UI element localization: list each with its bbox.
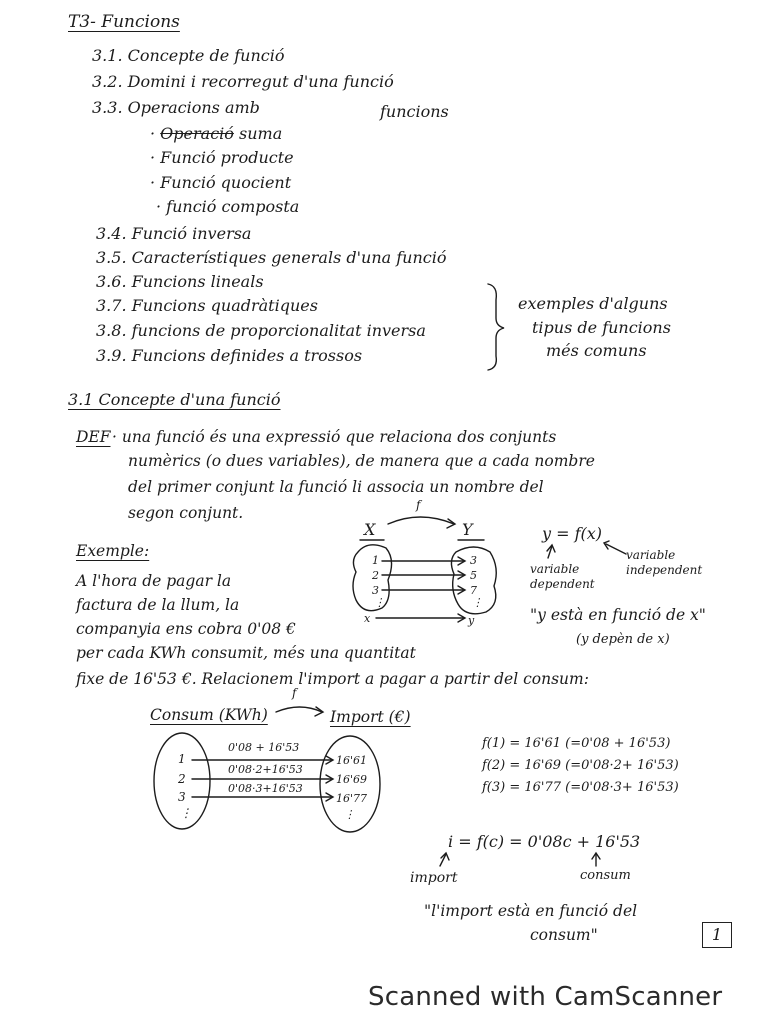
y-item: ⋮ <box>472 596 483 609</box>
definition-line: segon conjunt. <box>128 504 244 522</box>
quote-y-depends-x: "y està en funció de x" <box>530 606 706 624</box>
paren-y-depen-x: (y depèn de x) <box>576 632 670 647</box>
toc-item: 3.3. Operacions amb <box>92 98 260 117</box>
toc-item: 3.1. Concepte de funció <box>92 46 285 65</box>
y-item: 3 <box>470 554 477 567</box>
consum-ellipse <box>154 733 210 829</box>
x-item: ⋮ <box>374 596 385 609</box>
operation-item: · Operació suma <box>150 124 283 143</box>
arrow-label: 0'08·3+16'53 <box>228 782 303 795</box>
f-arrow <box>388 517 454 524</box>
f-arrow <box>276 707 322 712</box>
example-label: Exemple: <box>76 542 150 560</box>
operation-item: · Funció quocient <box>150 173 292 192</box>
consum-item: 3 <box>178 790 186 804</box>
evaluation-line: f(3) = 16'77 (=0'08·3+ 16'53) <box>482 780 679 795</box>
arrow-label: 0'08 + 16'53 <box>228 741 300 754</box>
x-item: x <box>364 612 371 625</box>
formula-y-fx: y = f(x) <box>542 524 603 543</box>
import-item: 16'69 <box>336 773 368 786</box>
import-ellipse <box>320 736 380 832</box>
example-line: A l'hora de pagar la <box>76 572 232 590</box>
import-label: Import (€) <box>330 708 411 726</box>
toc-item: 3.7. Funcions quadràtiques <box>96 296 318 315</box>
example-line: per cada KWh consumit, més una quantitat <box>76 644 416 662</box>
evaluation-line: f(1) = 16'61 (=0'08 + 16'53) <box>482 736 671 751</box>
definition-line: del primer conjunt la funció li associa un nombre del <box>128 478 544 496</box>
import-formula: i = f(c) = 0'08c + 16'53 <box>448 832 641 851</box>
x-item: 2 <box>372 569 379 582</box>
function-f-label: f <box>416 498 421 512</box>
toc-item: 3.6. Funcions lineals <box>96 272 264 291</box>
x-item: 3 <box>372 584 379 597</box>
operation-item: · funció composta <box>156 197 300 216</box>
operation-item: · Funció producte <box>150 148 294 167</box>
y-item: 5 <box>470 569 477 582</box>
section-heading: 3.1 Concepte d'una funció <box>68 390 281 409</box>
consum-item: ⋮ <box>180 806 192 820</box>
consum-item: 2 <box>178 772 186 786</box>
curly-brace <box>488 284 504 370</box>
set-x-ellipse <box>353 545 392 611</box>
final-quote-line: "l'import està en funció del <box>424 902 638 920</box>
toc-item: 3.2. Domini i recorregut d'una funció <box>92 72 394 91</box>
page-number: 1 <box>702 922 732 948</box>
final-quote-line: consum" <box>530 926 598 944</box>
brace-note-line: més comuns <box>546 341 647 360</box>
consum-label: Consum (KWh) <box>150 706 268 724</box>
y-item: y <box>468 614 475 627</box>
import-item: ⋮ <box>344 808 355 821</box>
x-item: 1 <box>372 554 379 567</box>
evaluation-line: f(2) = 16'69 (=0'08·2+ 16'53) <box>482 758 679 773</box>
set-x-label: X <box>364 520 376 539</box>
brace-note-line: tipus de funcions <box>532 318 671 337</box>
brace-note-line: exemples d'alguns <box>518 294 668 313</box>
consum-word: consum <box>580 868 631 883</box>
import-item: 16'61 <box>336 754 368 767</box>
example-line: factura de la llum, la <box>76 596 240 614</box>
arrow-label: 0'08·2+16'53 <box>228 763 303 776</box>
import-word: import <box>410 870 458 886</box>
definition-line: · una funció és una expressió que relaciona dos conjunts <box>112 428 557 446</box>
page-title: T3- Funcions <box>68 12 180 32</box>
set-y-label: Y <box>462 520 473 539</box>
toc-item-tail: funcions <box>380 102 449 121</box>
toc-item: 3.5. Característiques generals d'una funció <box>96 248 447 267</box>
example-line: companyia ens cobra 0'08 € <box>76 620 296 638</box>
definition-line: numèrics (o dues variables), de manera que a cada nombre <box>128 452 595 470</box>
function-f-label: f <box>292 686 297 700</box>
import-item: 16'77 <box>336 792 368 805</box>
y-item: 7 <box>470 584 477 597</box>
example-line: fixe de 16'53 €. Relacionem l'import a pagar a partir del consum: <box>76 670 589 688</box>
toc-item: 3.4. Funció inversa <box>96 224 252 243</box>
toc-item: 3.8. funcions de proporcionalitat inversa <box>96 321 426 340</box>
camscanner-watermark: Scanned with CamScanner <box>368 982 723 1012</box>
definition-label: DEF <box>76 428 111 446</box>
dependent-label: variable dependent <box>530 562 595 591</box>
independent-label: variable independent <box>626 548 703 577</box>
consum-item: 1 <box>178 752 186 766</box>
toc-item: 3.9. Funcions definides a trossos <box>96 346 363 365</box>
